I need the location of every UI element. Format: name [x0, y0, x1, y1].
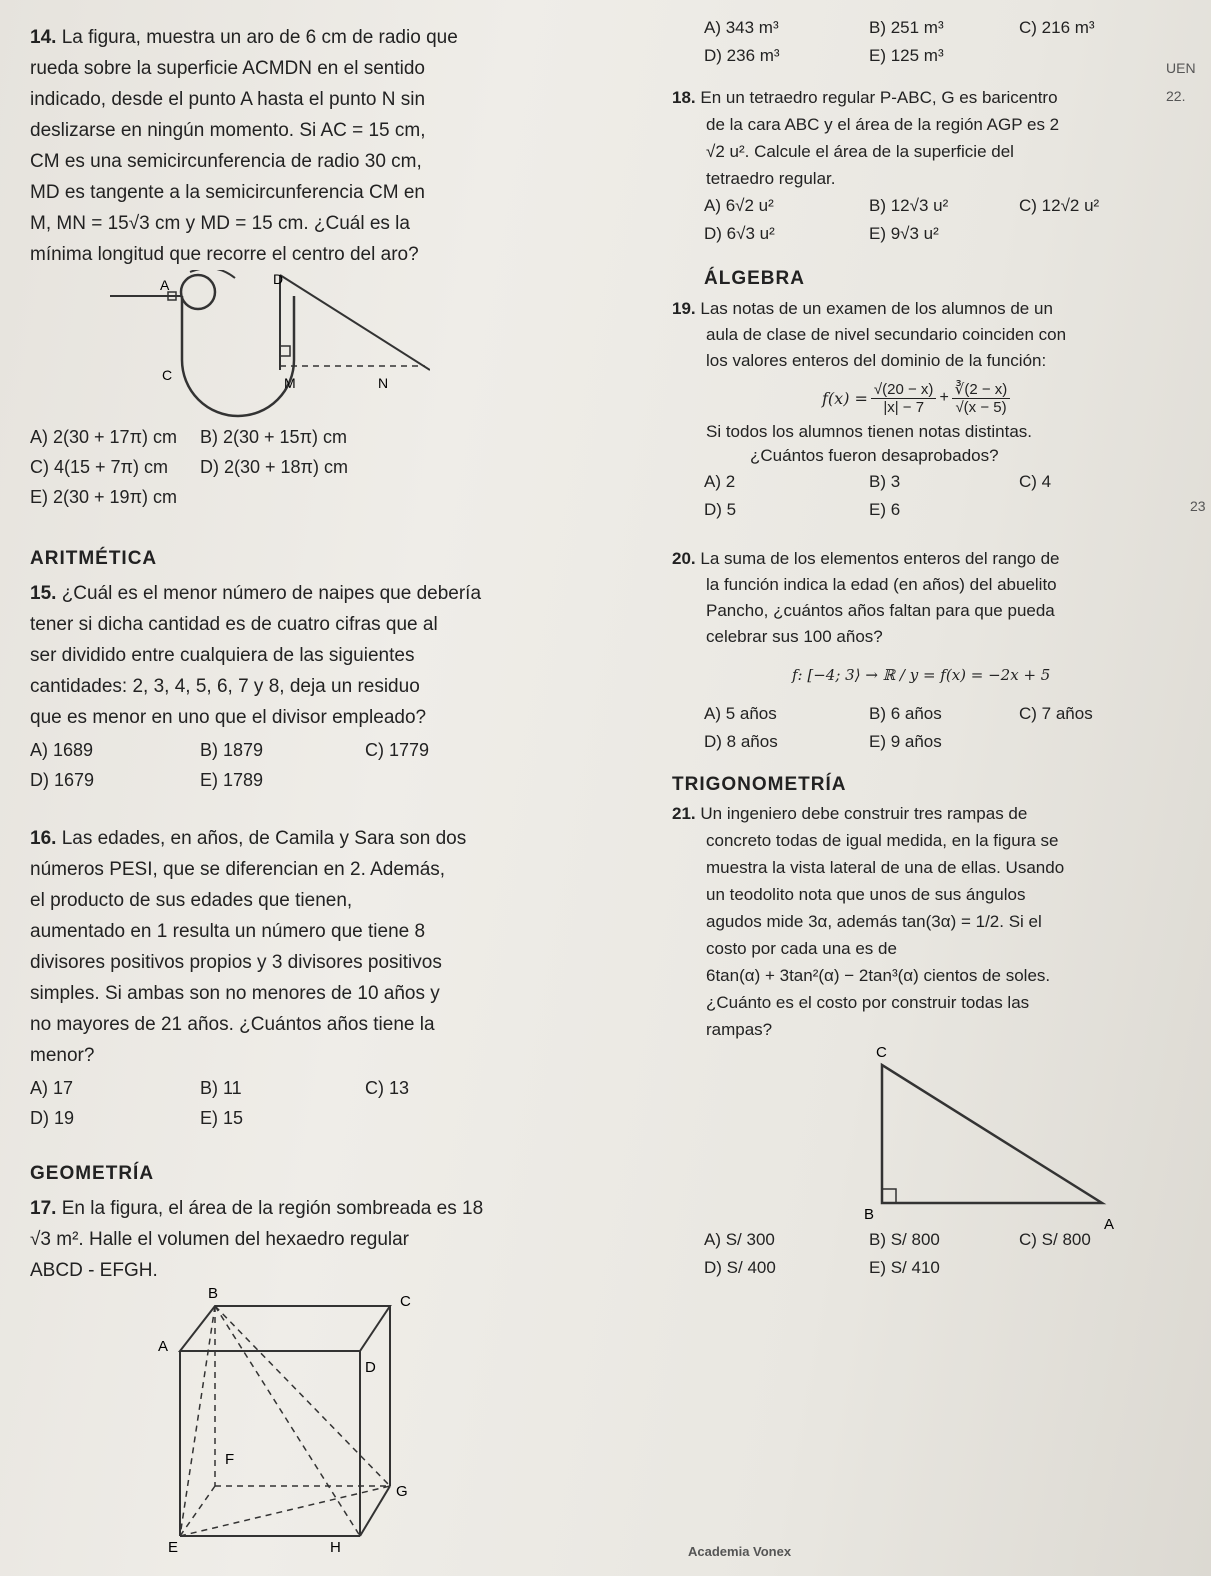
label-a: A — [158, 1338, 169, 1355]
label-a: A — [1104, 1216, 1115, 1233]
label-b: B — [864, 1206, 875, 1223]
option-d: D) S/ 400 — [704, 1258, 776, 1277]
option-d: D) 8 años — [704, 732, 778, 751]
option-c: C) 4 — [1019, 472, 1052, 491]
option-a: A) 2 — [704, 472, 736, 491]
label-f: F — [225, 1451, 235, 1468]
option-e: E) 6 — [869, 500, 901, 519]
label-b: B — [208, 1286, 219, 1302]
ramp-figure — [692, 1043, 1172, 1238]
cube-figure — [30, 1286, 450, 1556]
label-n: N — [378, 375, 389, 391]
footer-academy: Academia Vonex — [688, 1544, 792, 1559]
option-c: C) 216 m³ — [1019, 18, 1095, 37]
label-d: D — [365, 1359, 376, 1376]
label-h: H — [330, 1539, 341, 1556]
options-prev — [704, 14, 1202, 70]
edge-mark-23: 23 — [1190, 498, 1206, 514]
function-formula: f(x) = $\frac{√(20 - x)}{|x| - 7}$ + $\frac{∛(2 - x)}{√(x - 5)}$ — [822, 380, 1202, 416]
edge-mark-22: 22. — [1166, 88, 1186, 104]
options-18 — [704, 192, 1202, 248]
option-e: E) 1789 — [200, 770, 264, 790]
option-b: B) 11 — [200, 1078, 242, 1098]
option-e: E) 9√3 u² — [869, 224, 939, 243]
problem-19-question: Si todos los alumnos tienen notas distintas. ¿Cuántos fueron desaprobados? — [706, 422, 1033, 465]
section-title-trigonometry: TRIGONOMETRÍA — [672, 774, 847, 795]
problem-20: 20. La suma de los elementos enteros del rango de la función indica la edad (en años) del abuelito Pancho, ¿cuántos años faltan para que pueda celebrar sus 100 años? — [672, 549, 1060, 646]
problem-14: 14. La figura, muestra un aro de 6 cm de radio que rueda sobre la superficie ACMDN en el sentido indicado, desde el punto A hasta el punto N sin deslizarse en ningún momento. Si AC = 15 cm, CM es una semicircunferencia de radio 30 cm, MD es tangente a la semicircunferencia CM en M, MN = 15√3 cm y MD = 15 cm. ¿Cuál es la mínima longitud que recorre el centro del aro? — [30, 27, 458, 265]
option-a: A) 17 — [30, 1078, 74, 1098]
right-column — [672, 14, 1202, 1282]
section-title-arithmetic: ARITMÉTICA — [30, 548, 158, 569]
label-c: C — [162, 367, 173, 383]
section-title-geometry: GEOMETRÍA — [30, 1163, 155, 1184]
label-c: C — [876, 1044, 887, 1061]
options-15 — [30, 735, 585, 795]
option-b: B) 251 m³ — [869, 18, 944, 37]
left-column — [30, 22, 585, 1556]
option-e: E) 2(30 + 19π) cm — [30, 487, 177, 507]
option-b: B) S/ 800 — [869, 1230, 940, 1249]
edge-mark-top: UEN — [1166, 60, 1196, 76]
option-b: B) 12√3 u² — [869, 196, 949, 215]
label-d: D — [273, 271, 284, 287]
problem-16: 16. Las edades, en años, de Camila y Sara son dos números PESI, que se diferencian en 2. Además, el producto de sus edades que tienen, aumentado en 1 resulta un número que tiene 8 divisores positivos propios y 3 divisores positivos simples. Si ambas son no menores de 10 años y no mayores de 21 años. ¿Cuántos años tiene la menor? — [30, 828, 467, 1066]
option-b: B) 3 — [869, 472, 901, 491]
problem-15: 15. ¿Cuál es el menor número de naipes que debería tener si dicha cantidad es de cuatro cifras que al ser dividido entre cualquiera de las siguientes cantidades: 2, 3, 4, 5, 6, 7 y 8, deja un residuo que es menor en uno que el divisor empleado? — [30, 583, 482, 728]
label-c: C — [400, 1293, 411, 1310]
option-e: E) 15 — [200, 1108, 244, 1128]
option-c: C) 13 — [365, 1078, 410, 1098]
option-c: C) 1779 — [365, 740, 430, 760]
problem-19: 19. Las notas de un examen de los alumnos de un aula de clase de nivel secundario coinciden con los valores enteros del dominio de la función: — [672, 299, 1067, 370]
options-21 — [704, 1226, 1202, 1282]
option-a: A) 5 años — [704, 704, 777, 723]
option-d: D) 19 — [30, 1108, 75, 1128]
problem-number: 14. — [30, 27, 57, 48]
option-c: C) 4(15 + 7π) cm — [30, 457, 168, 477]
option-a: A) 1689 — [30, 740, 94, 760]
option-d: D) 1679 — [30, 770, 95, 790]
label-g: G — [396, 1483, 408, 1500]
option-b: B) 6 años — [869, 704, 942, 723]
problem-18: 18. En un tetraedro regular P-ABC, G es baricentro de la cara ABC y el área de la región AGP es 2 √2 u². Calcule el área de la superficie del tetraedro regular. — [672, 88, 1060, 188]
option-d: D) 2(30 + 18π) cm — [200, 457, 348, 477]
label-e: E — [168, 1539, 179, 1556]
range-formula: f: [−4; 3⟩ → ℝ / y = f(x) = −2x + 5 — [792, 666, 1051, 684]
label-a: A — [160, 277, 170, 293]
options-20 — [704, 700, 1202, 756]
option-a: A) 6√2 u² — [704, 196, 774, 215]
option-d: D) 236 m³ — [704, 46, 780, 65]
label-m: M — [284, 375, 296, 391]
section-title-algebra: ÁLGEBRA — [704, 268, 805, 289]
option-a: A) 2(30 + 17π) cm — [30, 427, 177, 447]
option-a: A) 343 m³ — [704, 18, 779, 37]
option-c: C) 7 años — [1019, 704, 1093, 723]
option-e: E) S/ 410 — [869, 1258, 940, 1277]
option-b: B) 1879 — [200, 740, 264, 760]
option-b: B) 2(30 + 15π) cm — [200, 427, 347, 447]
ring-path-figure — [30, 270, 430, 420]
option-a: A) S/ 300 — [704, 1230, 775, 1249]
options-19 — [704, 468, 1202, 524]
problem-17: 17. En la figura, el área de la región sombreada es 18 √3 m². Halle el volumen del hexaedro regular ABCD - EFGH. — [30, 1198, 484, 1281]
options-14 — [30, 422, 585, 512]
options-16 — [30, 1073, 585, 1133]
option-d: D) 6√3 u² — [704, 224, 775, 243]
option-c: C) S/ 800 — [1019, 1230, 1091, 1249]
option-e: E) 125 m³ — [869, 46, 944, 65]
problem-21: 21. Un ingeniero debe construir tres rampas de concreto todas de igual medida, en la figura se muestra la vista lateral de una de ellas. Usando un teodolito nota que unos de sus ángulos agudos mide 3α, además tan(3α) = 1/2. Si el costo por cada una es de 6tan(α) + 3tan²(α) − 2tan³(α) cientos de soles. ¿Cuánto es el costo por construir todas las rampas? — [672, 804, 1065, 1039]
option-c: C) 12√2 u² — [1019, 196, 1100, 215]
option-d: D) 5 — [704, 500, 737, 519]
option-e: E) 9 años — [869, 732, 942, 751]
